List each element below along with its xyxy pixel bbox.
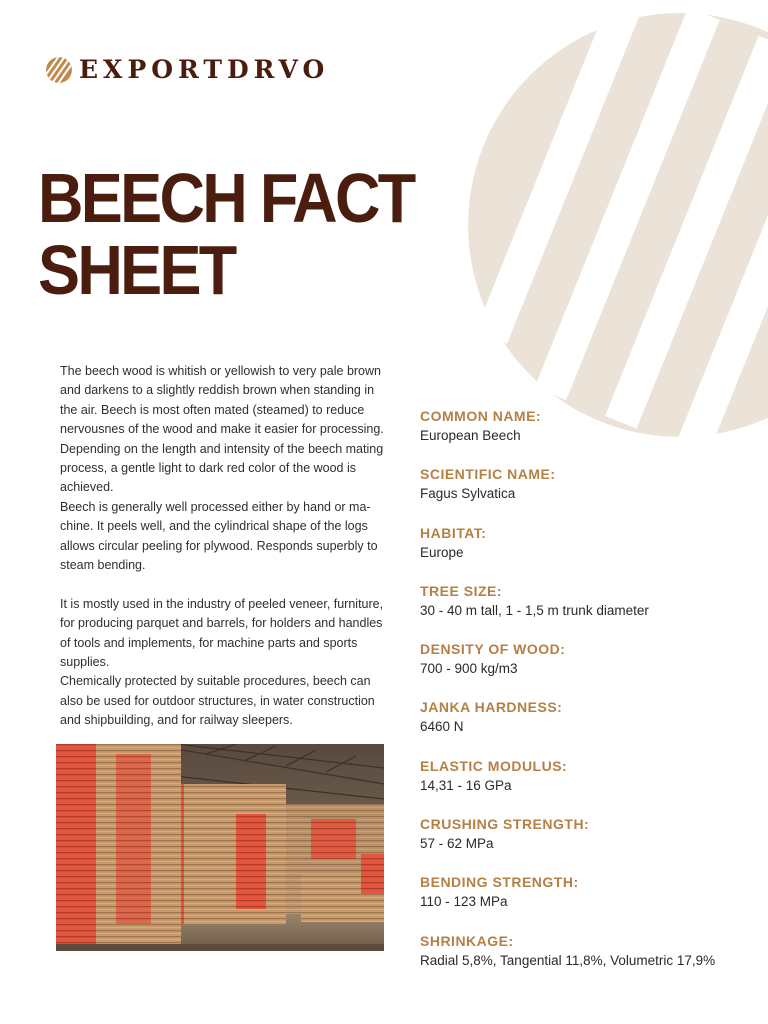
fact-value: European Beech [420, 428, 521, 443]
fact-item [420, 757, 760, 815]
fact-item [420, 524, 760, 582]
fact-item [420, 698, 760, 756]
fact-label: ELASTIC MODULUS: [420, 757, 568, 774]
fact-label: CRUSHING STRENGTH: [420, 816, 590, 833]
fact-value: Europe [420, 544, 464, 560]
fact-value: 14,31 - 16 GPa [420, 777, 512, 793]
lumber-stacks-photo [56, 744, 384, 951]
fact-label: TREE SIZE: [420, 582, 503, 599]
brand-logo [45, 56, 329, 84]
fact-value: 57 - 62 MPa [420, 836, 494, 852]
brand-name: EXPORTDRVO [79, 55, 330, 84]
fact-value: 6460 N [420, 719, 464, 735]
description-paragraph: Chemically protected by suitable procedures, beech can also be used for outdoor structures, in water construction and shipbuilding, and for railway sleepers. [60, 674, 375, 728]
fact-label: COMMON NAME: [420, 408, 542, 424]
fact-item [420, 640, 760, 698]
striped-circle-logo-icon [45, 56, 73, 84]
fact-item [420, 407, 760, 465]
description [60, 362, 388, 731]
fact-item [420, 932, 760, 990]
fact-value: 700 - 900 kg/m3 [420, 661, 518, 677]
fact-label: DENSITY OF WOOD: [420, 641, 566, 658]
fact-label: BENDING STRENGTH: [420, 874, 579, 891]
fact-item [420, 582, 760, 640]
fact-label: HABITAT: [420, 524, 487, 541]
fact-value: Radial 5,8%, Tangential 11,8%, Volumetric 17,9% [420, 952, 716, 968]
fact-label: SCIENTIFIC NAME: [420, 466, 556, 483]
facts-list [420, 407, 760, 990]
fact-item [420, 465, 760, 523]
page-title [38, 159, 414, 309]
fact-value: Fagus Sylvatica [420, 486, 516, 502]
description-paragraph: The beech wood is whitish or yellowish to very pale brown and darkens to a slightly reddish brown when standing in the air. Beech is most often mated (steamed) to reduce nervousnes of the wood and make it easier for processing. Depending on the length and intensity of the beech mating process, a gentle light to dark red color of the wood is achieved. [60, 364, 384, 495]
fact-label: SHRINKAGE: [420, 932, 514, 949]
fact-value: 30 - 40 m tall, 1 - 1,5 m trunk diameter [420, 602, 649, 618]
fact-item [420, 815, 760, 873]
description-paragraph: Beech is generally well processed either by hand or ma-chine. It peels well, and the cylindrical shape of the logs allows circular peeling for plywood. Responds superbly to steam bending. [60, 499, 378, 573]
title-line-1: BEECH FACT [38, 159, 414, 237]
title-line-2: SHEET [38, 231, 235, 309]
description-paragraph: It is mostly used in the industry of peeled veneer, furniture, for producing parquet and barrels, for holders and handles of tools and implements, for machine parts and sports supplies. [60, 596, 384, 670]
fact-item [420, 873, 760, 931]
fact-label: JANKA HARDNESS: [420, 699, 563, 716]
fact-value: 110 - 123 MPa [420, 894, 508, 910]
